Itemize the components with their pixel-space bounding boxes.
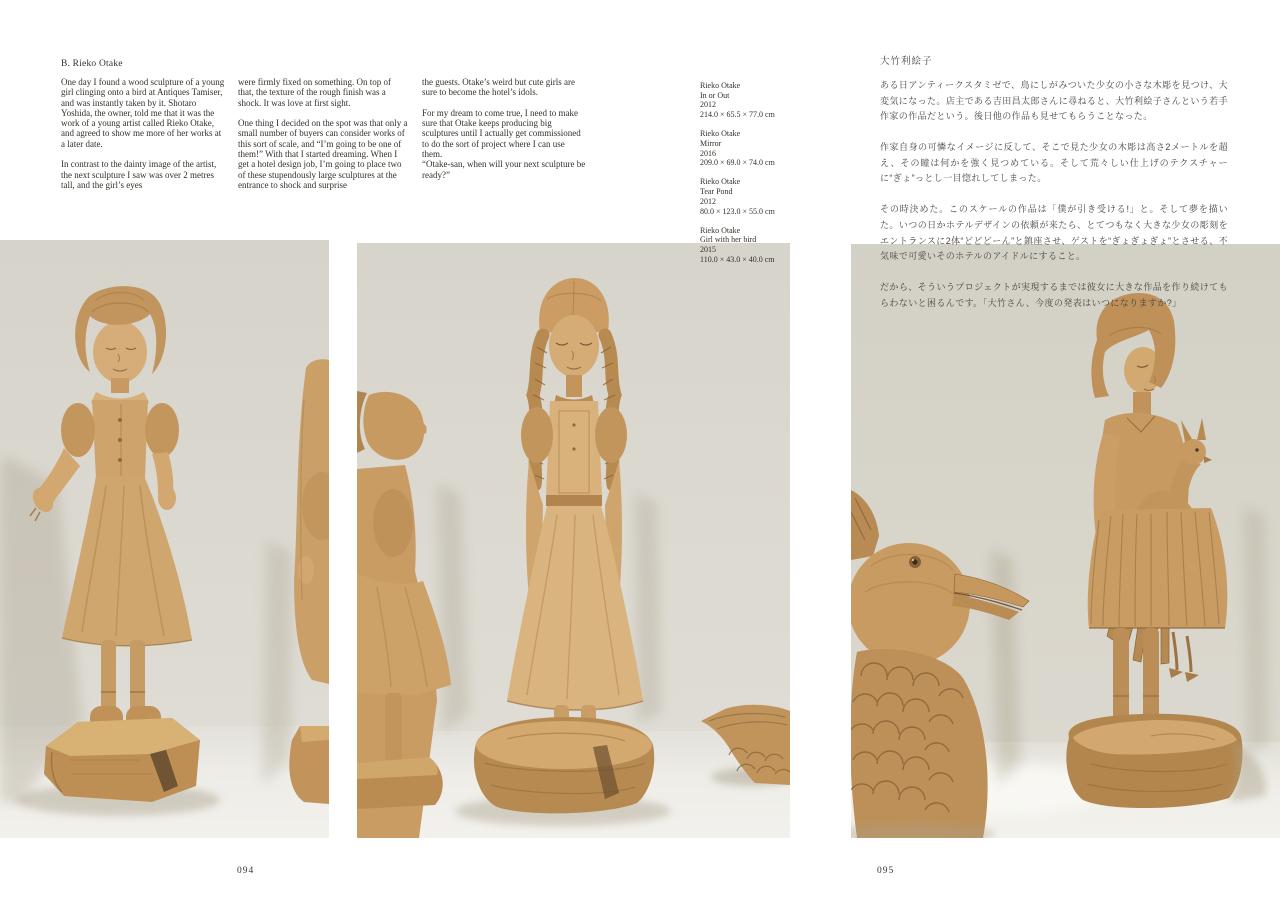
braided-girl-sculpture-illustration (357, 243, 790, 838)
english-column-1 (61, 77, 226, 201)
caption-tear-pond (700, 177, 796, 216)
caption-girl-with-her-bird (700, 226, 796, 265)
caption-year: 2012 (700, 196, 716, 206)
caption-in-or-out (700, 81, 796, 120)
en-paragraph: One day I found a wood sculpture of a young girl clinging onto a bird at Antiques Tamiser, and was instantly taken by it. Shotaro Yoshida, the owner, told me that it was the work of a young artist called Rieko Otake, and agreed to show me more of her works at a later date. (61, 77, 225, 149)
ja-paragraph: ある日アンティークスタミゼで、鳥にしがみついた少女の小さな木彫を見つけ、大変気になった。店主である吉田昌太郎さんに尋ねると、大竹利絵子さんという若手作家の作品だという。後日他の作品も見せてもらうことなった。 (880, 80, 1228, 122)
caption-title: Mirror (700, 138, 722, 148)
caption-dimensions: 110.0 × 43.0 × 40.0 cm (700, 254, 775, 264)
article-japanese (880, 53, 1228, 327)
caption-mirror (700, 129, 796, 168)
caption-artist: Rieko Otake (700, 81, 741, 90)
english-column-2 (238, 77, 408, 201)
en-paragraph: For my dream to come true, I need to make sure that Otake keeps producing big sculptures until I actually get commissioned to do the sort of project where I can use them. (422, 107, 581, 160)
caption-dimensions: 214.0 × 65.5 × 77.0 cm (700, 110, 775, 120)
ja-paragraph: 作家自身の可憐なイメージに反して、そこで見た少女の木彫は高さ2メートルを超え、その瞳は何かを強く見つめている。そして荒々しい仕上げのテクスチャーに“ぎょ”っとし一目惚れしてしまった。 (880, 142, 1228, 184)
photo-girl-with-bird-and-duck (851, 244, 1280, 838)
en-paragraph: the guests. Otake’s weird but cute girls are sure to become the hotel’s idols. (422, 77, 575, 98)
en-paragraph: were firmly fixed on something. On top of that, the texture of the rough finish was a shock. It was love at first sight. (238, 77, 391, 108)
page-number-right: 095 (877, 866, 895, 876)
article-heading-en: B. Rieko Otake (61, 59, 123, 69)
caption-year: 2012 (700, 100, 716, 110)
article-heading-ja: 大竹利絵子 (880, 56, 933, 67)
en-paragraph: “Otake-san, when will your next sculpture be ready?” (422, 159, 586, 180)
caption-artist: Rieko Otake (700, 225, 741, 235)
page-number-left: 094 (237, 866, 255, 876)
caption-artist: Rieko Otake (700, 129, 741, 139)
ja-paragraph: その時決めた。このスケールの作品は「僕が引き受ける!」と。そして夢を描いた。いつの日かホテルデザインの依頼が来たら、とてつもなく大きな少女の彫刻をエントランスに2体“どどどーん”と鎮座させ、ゲストを“ぎょぎょぎょ”とさせる、不気味で可愛いそのホテルのアイドルにすること。 (880, 204, 1228, 262)
english-column-3 (422, 77, 587, 190)
girl-with-bird-illustration (851, 244, 1280, 838)
standing-girl-sculpture-illustration (0, 240, 329, 838)
caption-dimensions: 209.0 × 69.0 × 74.0 cm (700, 158, 775, 168)
en-paragraph: In contrast to the dainty image of the artist, the next sculpture I saw was over 2 metres tall, and the girl’s eyes (61, 159, 217, 190)
caption-year: 2015 (700, 245, 716, 255)
caption-title: In or Out (700, 90, 730, 100)
caption-dimensions: 80.0 × 123.0 × 55.0 cm (700, 206, 775, 216)
caption-title: Girl with her bird (700, 235, 757, 245)
artwork-captions (700, 81, 796, 274)
caption-year: 2016 (700, 148, 716, 158)
ja-paragraph: だから、そういうプロジェクトが実現するまでは彼女に大きな作品を作り続けてもらわないと困るんです。「大竹さん、今度の発表はいつになりますか?」 (880, 282, 1228, 308)
caption-artist: Rieko Otake (700, 177, 741, 187)
photo-braided-girl-sculpture (357, 243, 790, 838)
photo-standing-girl-sculpture (0, 240, 329, 838)
en-paragraph: One thing I decided on the spot was that only a small number of buyers can consider works of this sort of scale, and “I’m going to be one of them!” With that I started dreaming. When I get a hotel design job, I’m going to place two of these stupendously large sculptures at the entrance to shock and surprise (238, 118, 408, 190)
caption-title: Tear Pond (700, 187, 733, 197)
